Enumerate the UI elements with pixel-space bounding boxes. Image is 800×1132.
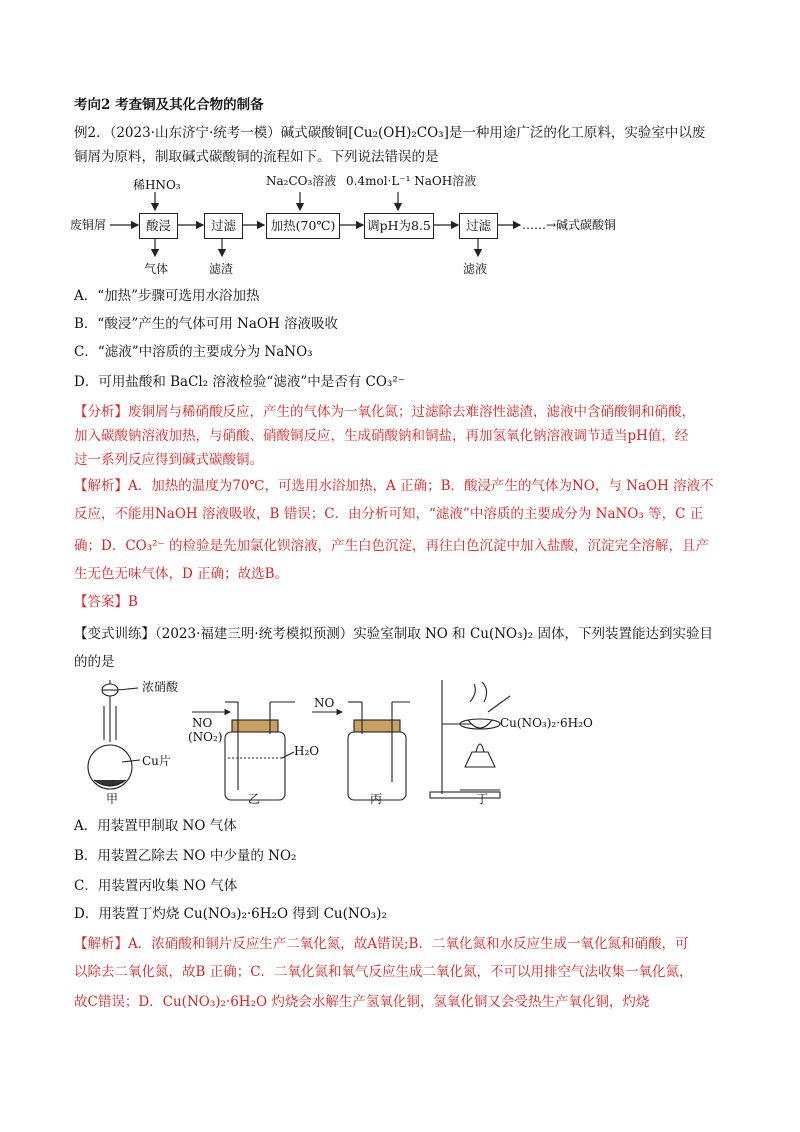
explanation-2-line-1: 【解析】A．浓硝酸和铜片反应生产二氧化氮，故A错误;B．二氧化氮和水反应生成一氧化氮和硝酸，可 xyxy=(74,936,689,952)
label-conc-nitric-acid: 浓硝酸 xyxy=(142,680,179,694)
example-line-2: 铜屑为原料，制取碱式碳酸铜的流程如下。下列说法错误的是 xyxy=(74,149,439,165)
label-no2-impurity: (NO₂) xyxy=(188,730,223,744)
output-gas: 气体 xyxy=(144,262,169,276)
apparatus-jia xyxy=(88,680,140,789)
option-c-1: C．“滤液”中溶质的主要成分为 NaNO₃ xyxy=(74,344,313,360)
label-water: H₂O xyxy=(294,744,320,758)
option-b-2: B．用装置乙除去 NO 中少量的 NO₂ xyxy=(74,848,297,864)
process-flow-diagram xyxy=(70,170,710,280)
apparatus-bing xyxy=(312,702,410,800)
variant-line-2: 的的是 xyxy=(74,654,115,670)
explanation-1-line-1: 【解析】A．加热的温度为70℃，可选用水浴加热，A 正确；B．酸浸产生的气体为NO，与 NaOH 溶液不 xyxy=(74,478,714,494)
analysis-line-2: 加入碳酸钠溶液加热，与硝酸、硝酸铜反应，生成硝酸钠和铜盐，再加氢氧化钠溶液调节适当pH值，经 xyxy=(74,428,689,444)
analysis-line-3: 过一系列反应得到碱式碳酸铜。 xyxy=(74,452,263,468)
analysis-line-1: 【分析】废铜屑与稀硝酸反应，产生的气体为一氧化氮；过滤除去难溶性滤渣，滤液中含硝酸铜和硝酸， xyxy=(74,404,695,420)
answer-label: 【答案】B xyxy=(74,594,138,610)
option-b-1: B．“酸浸”产生的气体可用 NaOH 溶液吸收 xyxy=(74,316,339,332)
flow-step-heat: 加热(70℃) xyxy=(266,213,340,239)
flow-step-adjust-ph: 调pH为8.5 xyxy=(364,213,434,239)
option-d-1: D．可用盐酸和 BaCl₂ 溶液检验“滤液”中是否有 CO₃²⁻ xyxy=(74,374,405,390)
label-no-gas: NO xyxy=(314,696,335,710)
label-jia: 甲 xyxy=(106,792,119,806)
label-yi: 乙 xyxy=(248,792,261,806)
example-line-1: 例2．（2023·山东济宁·统考一模）碱式碳酸铜[Cu₂(OH)₂CO₃]是一种用途广泛的化工原料，实验室中以废 xyxy=(74,125,706,141)
flow-step-filter-2: 过滤 xyxy=(459,213,498,239)
output-filtrate: 滤液 xyxy=(463,262,488,276)
label-copper-pieces: Cu片 xyxy=(142,754,171,768)
output-residue: 滤渣 xyxy=(209,262,234,276)
reagent-sodium-carbonate: Na₂CO₃溶液 xyxy=(266,174,337,188)
option-c-2: C．用装置丙收集 NO 气体 xyxy=(74,878,238,894)
reagent-dilute-nitric-acid: 稀HNO₃ xyxy=(133,178,181,192)
section-heading: 考向2 考查铜及其化合物的制备 xyxy=(74,97,264,113)
reagent-sodium-hydroxide: 0.4mol·L⁻¹ NaOH溶液 xyxy=(346,174,477,188)
flow-step-acid-leach: 酸浸 xyxy=(139,213,178,239)
label-bing: 丙 xyxy=(370,792,383,806)
option-a-1: A．“加热”步骤可选用水浴加热 xyxy=(74,288,260,304)
explanation-2-line-2: 以除去二氧化氮，故B 正确；C．二氧化氮和氧气反应生成二氧化氮，不可以用排空气法收集一氧化氮， xyxy=(74,964,693,980)
label-copper-nitrate-hydrate: Cu(NO₃)₂·6H₂O xyxy=(500,716,593,730)
option-a-2: A．用装置甲制取 NO 气体 xyxy=(74,818,237,834)
explanation-1-line-4: 生无色无味气体，D 正确；故选B。 xyxy=(74,566,289,582)
flow-start-label: 废铜屑 xyxy=(70,218,107,232)
option-d-2: D．用装置丁灼烧 Cu(NO₃)₂·6H₂O 得到 Cu(NO₃)₂ xyxy=(74,906,387,922)
apparatus-ding xyxy=(430,680,510,798)
apparatus-figure xyxy=(80,672,600,807)
explanation-1-line-2: 反应，不能用NaOH 溶液吸收，B 错误；C．由分析可知，“滤液”中溶质的主要成分为 NaNO₃ 等，C 正 xyxy=(74,506,704,522)
flow-step-filter-1: 过滤 xyxy=(204,213,243,239)
label-no-inlet: NO xyxy=(192,716,213,730)
explanation-2-line-3: 故C错误；D．Cu(NO₃)₂·6H₂O 灼烧会水解生产氢氧化铜，氢氧化铜又会受热生产氧化铜，灼烧 xyxy=(74,994,650,1010)
explanation-1-line-3: 确；D．CO₃²⁻ 的检验是先加氯化钡溶液，产生白色沉淀，再往白色沉淀中加入盐酸，沉淀完全溶解，且产 xyxy=(74,538,709,554)
label-ding: 丁 xyxy=(476,792,489,806)
flow-end-label: ……→碱式碳酸铜 xyxy=(522,218,617,232)
variant-line-1: 【变式训练】（2023·福建三明·统考模拟预测）实验室制取 NO 和 Cu(NO₃)₂ 固体，下列装置能达到实验目 xyxy=(74,626,713,642)
